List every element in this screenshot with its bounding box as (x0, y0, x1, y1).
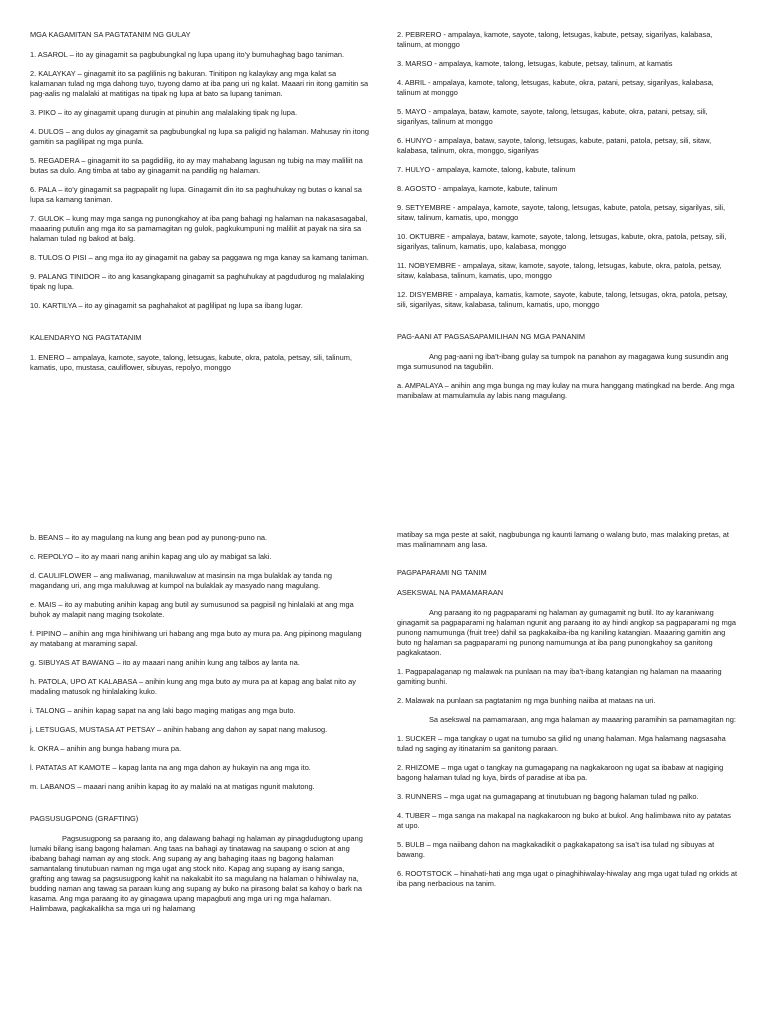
propagation-method: 2. RHIZOME – mga ugat o tangkay na gumagapang na nagkakaroon ng ugat sa ibabaw at nagiging bagong halaman tulad ng luya, birds of paradise at iba pa. (397, 763, 724, 782)
harvest-item: l. PATATAS AT KAMOTE – kapag lanta na ang mga dahon ay hukayin na ang mga ito. (30, 763, 311, 772)
calendar-month: 12. DISYEMBRE - ampalaya, kamatis, kamote, sayote, kabute, talong, letsugas, okra, patola, petsay, sili, sigarilyas, sitaw, kalabasa, talinum, kamatis, upo, monggo (397, 290, 728, 309)
propagation-method: 6. ROOTSTOCK – hinahati-hati ang mga ugat o pinaghihiwalay-hiwalay ang mga ugat tulad ng orkids at iba pang nerbacious na tanim. (397, 869, 738, 888)
harvest-item: f. PIPINO – anihin ang mga hinihiwang uri habang ang mga buto ay mura pa. Ang pipinong magulang ay matabang at maraming sapal. (30, 629, 362, 648)
grafting-body: Pagsusugpong sa paraang ito, ang dalawang bahagi ng halaman ay pinagdudugtong upang lumaki bilang isang bagong halaman. Ang taas na bahagi ay tinatawag na saupang o scion at ang ibabang bahagi naman ay ang stock. Ang supang ay ang bahaging itaas ng bagong halaman samantalang tinutubuan naman ng mga ugat ang stock nito. Kapag ang supang ay isang sanga, grafting ang tawag sa pagsusugpong kahit na nakakabit ito sa magulang na halaman o hihiwalay na, budding naman ang tawag sa paraan kung ang supang ay buko na pirasong balat sa kahoy o bark na kasama. Ang mga paraang ito ay ginagawa upang mapagbuti ang mga uri ng mga halaman. Halimbawa, pagkakalikha sa mga uri ng halamang (30, 834, 363, 913)
harvest-heading: PAG-AANI AT PAGSASAPAMILIHAN NG MGA PANANIM (397, 332, 586, 341)
harvest-item: h. PATOLA, UPO AT KALABASA – anihin kung ang mga buto ay mura pa at kapag ang balat nito ay madaling matusok ng hinlalaking kuko. (30, 677, 356, 696)
propagation-method: 3. RUNNERS – mga ugat na gumagapang at tinutubuan ng bagong halaman tulad ng palko. (397, 792, 699, 801)
propagation-column (397, 530, 739, 898)
tool-item: 1. ASAROL – ito ay ginagamit sa pagbubungkal ng lupa upang ito’y bumuhaghag bago taniman. (30, 50, 345, 59)
calendar-month: 8. AGOSTO - ampalaya, kamote, kabute, talinum (397, 184, 558, 193)
propagation-point: 1. Pagpapalaganap ng malawak na punlaan na may iba’t-ibang katangian ng halaman na maaaring gamiting bunhi. (397, 667, 722, 686)
propagation-heading: PAGPAPARAMI NG TANIM (397, 568, 487, 577)
harvest-item: e. MAIS – ito ay mabuting anihin kapag ang butil ay sumusunod sa pagpisil ng hinlalaki at ang mga buhok ay malapit nang maging tsokolate. (30, 600, 354, 619)
tool-item: 10. KARTILYA – ito ay ginagamit sa paghahakot at paglilipat ng lupa sa ibang lugar. (30, 301, 303, 310)
calendar-month: 10. OKTUBRE - ampalaya, bataw, kamote, sayote, talong, letsugas, kabute, okra, patola, petsay, sili, sigarilyas, talinum, kamatis, upo, kalabasa, monggo (397, 232, 727, 251)
harvest-item: m. LABANOS – maaari nang anihin kapag ito ay malaki na at matigas ngunit malutong. (30, 782, 315, 791)
grafting-heading: PAGSUSUGPONG (GRAFTING) (30, 814, 139, 823)
tools-column (30, 30, 370, 382)
propagation-point: 2. Malawak na punlaan sa pagtatanim ng mga bunhing naiiba at mataas na uri. (397, 696, 656, 705)
tool-item: 4. DULOS – ang dulos ay ginagamit sa pagbubungkal ng lupa sa paligid ng halaman. Mahusay rin itong gamitin sa paglilipat ng mga punla. (30, 127, 369, 146)
tool-item: 5. REGADERA – ginagamit ito sa pagdidilig, ito ay may mahabang lagusan ng tubig na may maliliit na butas sa dulo. Ang timba at tabo ay ginagamit na pandilig ng halaman. (30, 156, 363, 175)
harvest-item: i. TALONG – anihin kapag sapat na ang laki bago maging matigas ang mga buto. (30, 706, 296, 715)
calendar-month: 3. MARSO - ampalaya, kamote, talong, letsugas, kabute, petsay, talinum, at kamatis (397, 59, 673, 68)
harvest-item: a. AMPALAYA – anihin ang mga bunga ng may kulay na mura hanggang matingkad na berde. Ang mga manibalaw at mamulamula ay labis nang magulang. (397, 381, 735, 400)
propagation-intro: Ang paraang ito ng pagpaparami ng halaman ay gumagamit ng butil. Ito ay karaniwang ginagamit sa pagpaparami ng halaman ngunit ang paraang ito ay hindi angkop sa pagpaparami ng mga punong namumunga (fruit tree) dahil sa pagkakaiba-iba ng kaniling katangian. Maaaring gamitin ang buto ng halaman sa pagpaparami ng punong namumunga at iba pang punongkahoy sa ganitong pagkakataon. (397, 608, 736, 657)
calendar-heading: KALENDARYO NG PAGTATANIM (30, 333, 142, 342)
harvest-item: c. REPOLYO – ito ay maari nang anihin kapag ang ulo ay mabigat sa laki. (30, 552, 272, 561)
calendar-month: 5. MAYO - ampalaya, bataw, kamote, sayote, talong, letsugas, kabute, okra, patani, petsay, sili, sigarilyas, talinum at monggo (397, 107, 708, 126)
propagation-method: 4. TUBER – mga sanga na makapal na nagkakaroon ng buko at bukol. Ang halimbawa nito ay patatas at upo. (397, 811, 731, 830)
calendar-month: 6. HUNYO - ampalaya, bataw, sayote, talong, letsugas, kabute, patani, patola, petsay, sili, sitaw, kalabasa, talinum, okra, monggo, sigarilyas (397, 136, 712, 155)
calendar-column (397, 30, 739, 410)
propagation-method: 5. BULB – mga naiibang dahon na magkakadikit o pagkakapatong sa isa’t isa tulad ng sibuyas at bawang. (397, 840, 715, 859)
calendar-month: 2. PEBRERO - ampalaya, kamote, sayote, talong, letsugas, kabute, petsay, sigarilyas, kalabasa, talinum, at monggo (397, 30, 713, 49)
tool-item: 6. PALA – ito’y ginagamit sa pagpapalit ng lupa. Ginagamit din ito sa paghuhukay ng butas o kanal sa lupa sa kamang taniman. (30, 185, 362, 204)
harvest-item: j. LETSUGAS, MUSTASA AT PETSAY – anihin habang ang dahon ay sapat nang malusog. (30, 725, 328, 734)
harvest-item: k. OKRA – anihin ang bunga habang mura pa. (30, 744, 182, 753)
harvest-item: g. SIBUYAS AT BAWANG – ito ay maaari nang anihin kung ang talbos ay lanta na. (30, 658, 300, 667)
calendar-month: 7. HULYO - ampalaya, kamote, talong, kabute, talinum (397, 165, 576, 174)
harvest-intro: Ang pag-aani ng iba’t-ibang gulay sa tumpok na panahon ay magagawa kung susundin ang mga sumusunod na tagubilin. (397, 352, 729, 371)
calendar-month: 4. ABRIL - ampalaya, kamote, talong, letsugas, kabute, okra, patani, petsay, sigarilyas, kalabasa, talinum at monggo (397, 78, 714, 97)
tools-heading: MGA KAGAMITAN SA PAGTATANIM NG GULAY (30, 30, 191, 39)
tool-item: 9. PALANG TINIDOR – ito ang kasangkapang ginagamit sa paghuhukay at pagdudurog ng malalaking tipak ng lupa. (30, 272, 365, 291)
harvest-item: b. BEANS – ito ay magulang na kung ang bean pod ay punong-puno na. (30, 533, 268, 542)
harvest-column (30, 533, 370, 923)
propagation-methods-intro: Sa asekswal na pamamaraan, ang mga halaman ay maaaring paramihin sa pamamagitan ng: (429, 715, 736, 724)
calendar-month: 1. ENERO – ampalaya, kamote, sayote, talong, letsugas, kabute, okra, patola, petsay, sili, talinum, kamatis, upo, mustasa, cauliflower, sibuyas, repolyo, monggo (30, 353, 352, 372)
tool-item: 3. PIKO – ito ay ginagamit upang durugin at pinuhin ang malalaking tipak ng lupa. (30, 108, 298, 117)
tool-item: 2. KALAYKAY – ginagamit ito sa paglilinis ng bakuran. Tinitipon ng kalaykay ang mga kalat sa kalamanan tulad ng mga dahong tuyo, tuyong damo at iba pang uri ng kalat. Maaari rin itong gamitin sa pag-aalis ng malalaki at matitigas na tipak ng lupa at bato sa lupang taniman. (30, 69, 369, 98)
grafting-continued: matibay sa mga peste at sakit, nagbubunga ng kaunti lamang o walang buto, mas malaking pretas, at mas malinamnam ang lasa. (397, 530, 729, 549)
tool-item: 8. TULOS O PISI – ang mga ito ay ginagamit na gabay sa paggawa ng mga kanay sa kamang taniman. (30, 253, 369, 262)
calendar-month: 11. NOBYEMBRE - ampalaya, sitaw, kamote, sayote, talong, letsugas, kabute, okra, patola, petsay, sitaw, kalabasa, talinum, kamatis, upo, monggo (397, 261, 722, 280)
propagation-method: 1. SUCKER – mga tangkay o ugat na tumubo sa gilid ng unang halaman. Mga halamang nagsasaha tulad ng saging ay itinatanim sa ganitong paraan. (397, 734, 726, 753)
tool-item: 7. GULOK – kung may mga sanga ng punongkahoy at iba pang bahagi ng halaman na nakasasagabal, maaaring putulin ang mga ito sa pamamagitan ng gulok, pagkukumpuni ng maliliit at payak na sira sa halaman tulad ng bakod at balg. (30, 214, 368, 243)
harvest-item: d. CAULIFLOWER – ang maliwanag, maniluwaluw at masinsin na mga bulaklak ay tanda ng magandang uri, ang mga maluluwag at kumpol na bulaklak ay masyado nang magulang. (30, 571, 332, 590)
propagation-subheading: ASEKSWAL NA PAMAMARAAN (397, 588, 504, 597)
calendar-month: 9. SETYEMBRE - ampalaya, kamote, sayote, talong, letsugas, kabute, patola, petsay, sigarilyas, sili, sitaw, talinum, kamatis, upo, monggo (397, 203, 726, 222)
